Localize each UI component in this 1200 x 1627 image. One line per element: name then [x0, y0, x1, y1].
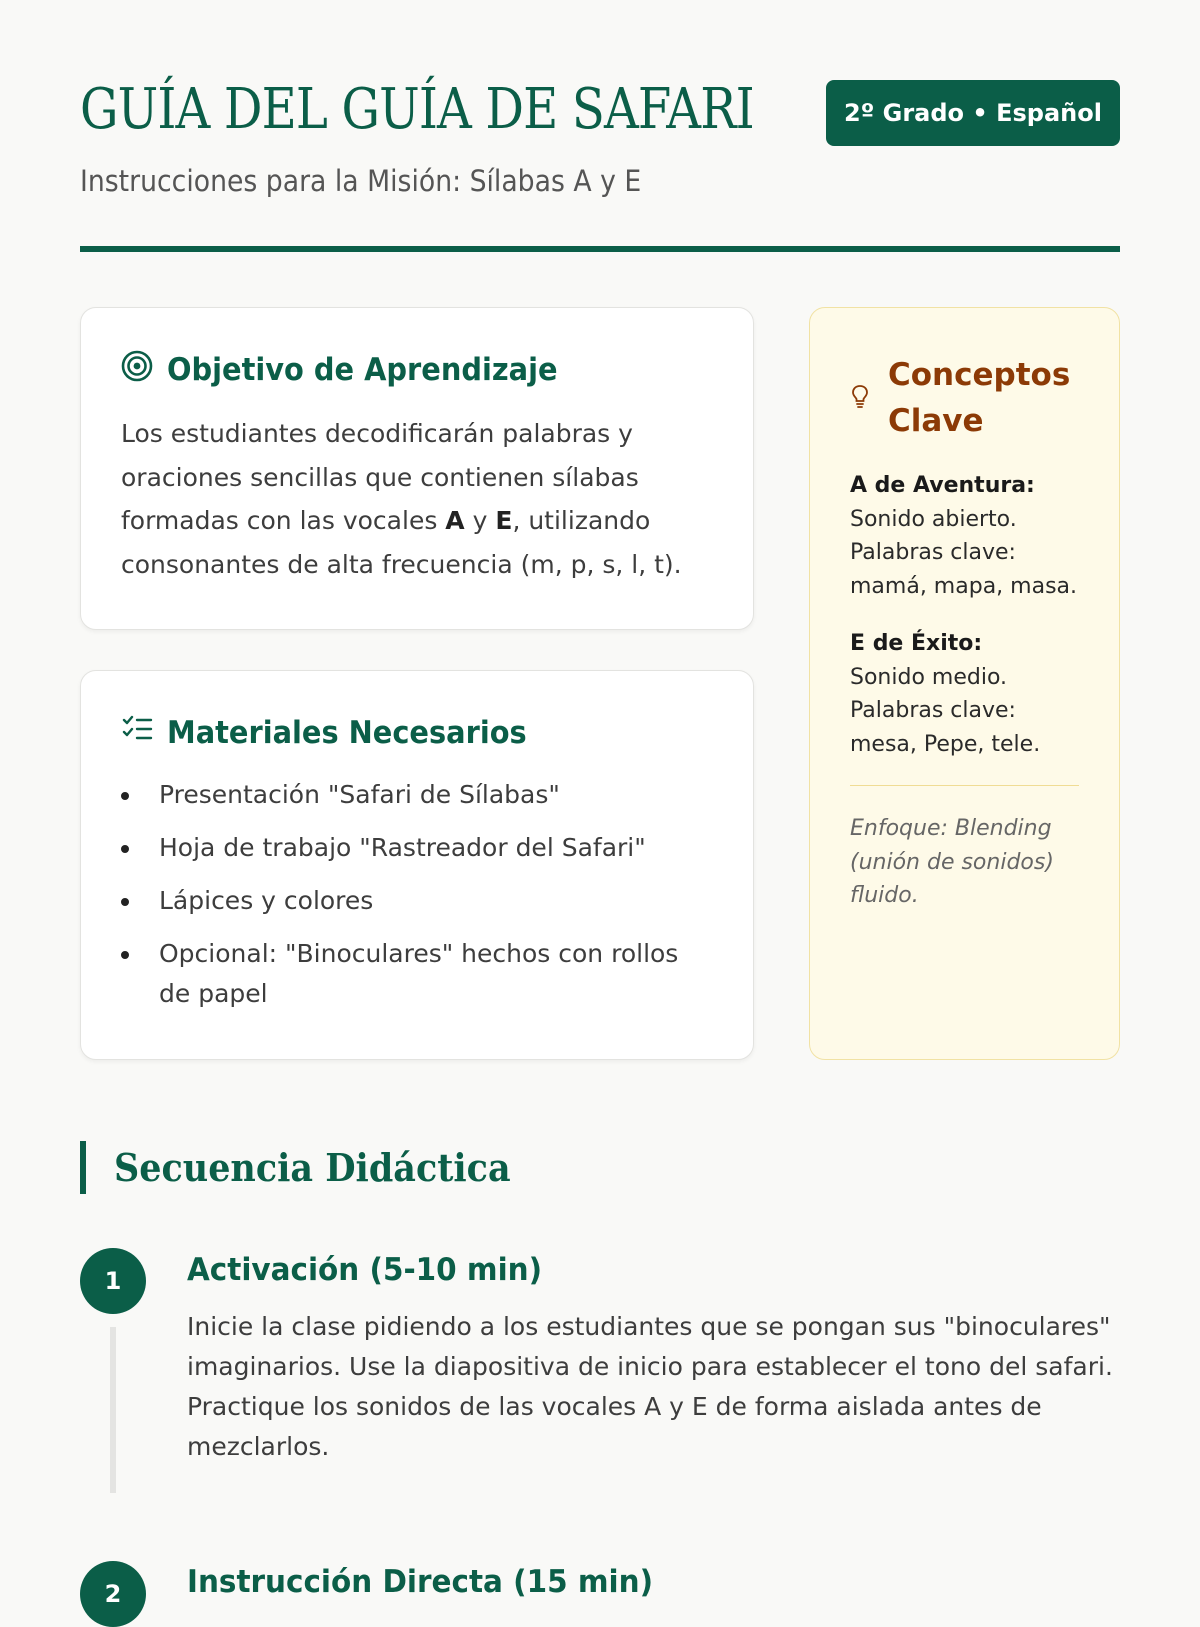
- concept-item-a: [850, 469, 1079, 603]
- list-item: Opcional: "Binoculares" hechos con rollos de papel: [121, 934, 713, 1014]
- focus-note: Enfoque: Blending (unión de sonidos) fluido.: [850, 816, 1054, 908]
- list-item: Hoja de trabajo "Rastreador del Safari": [121, 828, 713, 868]
- key-concepts-card: [809, 307, 1120, 1060]
- list-item: Lápices y colores: [121, 881, 713, 921]
- step-connector-line: [110, 1327, 116, 1493]
- sequence-title: Secuencia Didáctica: [114, 1145, 511, 1190]
- objective-text-part: Los estudiantes decodificarán palabras y oraciones sencillas que contienen sílabas formadas con las vocales: [121, 419, 639, 535]
- step-text-1: Inicie la clase pidiendo a los estudiantes que se pongan sus "binoculares" imaginarios. Use la diapositiva de inicio para establecer el tono del safari. Practique los sonidos de las vocales A y E de forma aislada antes de mezclarlos.: [187, 1312, 1113, 1461]
- materials-list: [121, 775, 713, 1014]
- concept-item-e: [850, 627, 1079, 761]
- objective-heading: [121, 350, 713, 390]
- concepts-heading: [850, 352, 1079, 444]
- page-subtitle: Instrucciones para la Misión: Sílabas A y E: [80, 164, 642, 198]
- concept-heading: A de Aventura:: [850, 473, 1035, 498]
- list-item: Presentación "Safari de Sílabas": [121, 775, 713, 815]
- vowel-e-bold: E: [495, 506, 513, 535]
- target-icon: [121, 350, 153, 390]
- objective-text-part: y: [464, 506, 496, 535]
- vowel-a-bold: A: [445, 506, 465, 535]
- materials-title: Materiales Necesarios: [167, 715, 527, 751]
- header-divider: [80, 246, 1120, 252]
- concepts-divider: [850, 785, 1079, 786]
- step-title-1: Activación (5-10 min): [187, 1252, 543, 1288]
- materials-card: [80, 670, 754, 1060]
- objective-title: Objetivo de Aprendizaje: [167, 352, 558, 388]
- concept-heading: E de Éxito:: [850, 631, 983, 656]
- materials-heading: [121, 713, 713, 753]
- page-title: GUÍA DEL GUÍA DE SAFARI: [80, 77, 754, 142]
- objective-text: [121, 412, 713, 586]
- step-number-2: 2: [80, 1561, 146, 1627]
- objective-card: [80, 307, 754, 630]
- objective-text-part: , utilizando consonantes de alta frecuencia (m, p, s, l, t).: [121, 506, 682, 579]
- grade-badge: 2º Grado • Español: [826, 80, 1120, 146]
- step-number-1: 1: [80, 1248, 146, 1314]
- sequence-section-heading: [80, 1141, 545, 1194]
- lesson-guide-page: [80, 0, 1120, 1608]
- checklist-icon: [121, 713, 153, 753]
- step-title-2: Instrucción Directa (15 min): [187, 1564, 654, 1600]
- page-header: [80, 0, 1120, 254]
- lightbulb-icon: [850, 352, 888, 423]
- concept-text: Sonido abierto. Palabras clave: mamá, mapa, masa.: [850, 506, 1078, 599]
- concepts-title: Conceptos Clave: [888, 357, 1071, 439]
- concept-text: Sonido medio. Palabras clave: mesa, Pepe, tele.: [850, 664, 1041, 757]
